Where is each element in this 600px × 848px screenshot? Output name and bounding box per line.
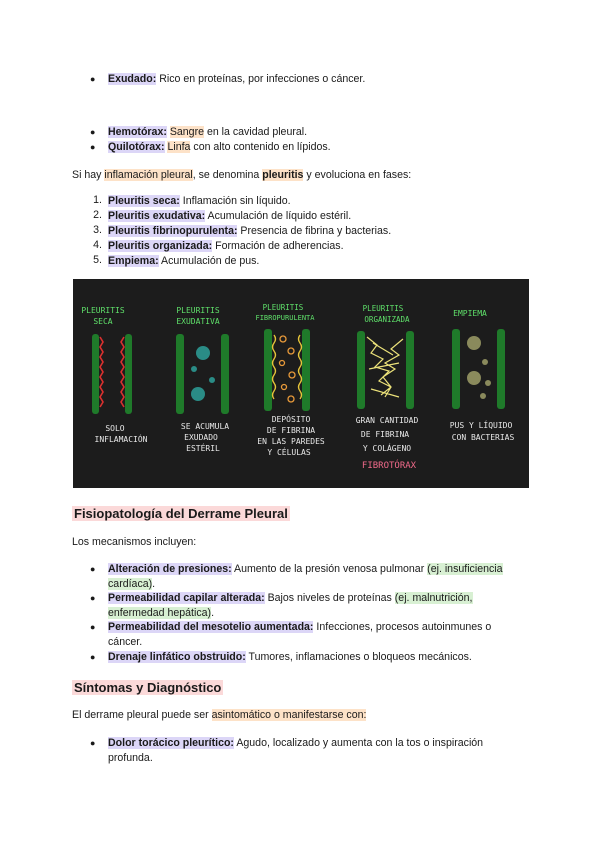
pleural-wall [125,334,132,414]
fibrotorax-label: FIBROTÓRAX [361,461,417,471]
panel-caption: GRAN CANTIDAD [355,416,419,425]
section-intro: El derrame pleural puede ser asintomático o manifestarse con: [72,709,367,721]
panel-title: EMPIEMA [453,309,487,318]
list-item-exudado: Exudado: Rico en proteínas, por infecciones o cáncer. [108,73,366,85]
panel-title: ORGANIZADA [364,315,410,324]
pleural-wall [264,329,272,411]
exudate-drop [196,346,210,360]
panel-caption: ESTÉRIL [186,444,220,453]
pleural-wall [357,331,365,409]
pleuritis-phases-illustration [73,279,529,488]
pus-drop [467,336,481,350]
phase-item: Empiema: Acumulación de pus. [108,255,260,267]
pus-drop [480,393,486,399]
bullet: ● [90,564,96,574]
panel-title: PLEURITIS [362,304,404,313]
list-number: 4. [93,239,102,251]
bullet: ● [90,738,96,748]
panel-caption: Y CÉLULAS [267,448,311,457]
panel-caption: EN LAS PAREDES [257,437,325,446]
mechanism-item: Drenaje linfático obstruido: Tumores, inflamaciones o bloqueos mecánicos. [108,651,472,663]
mechanism-item: Permeabilidad capilar alterada: Bajos niveles de proteínas (ej. malnutrición, enfermedad hepática). [108,592,473,619]
panel-caption: SOLO [105,424,125,433]
pleural-wall [302,329,310,411]
panel-title: EXUDATIVA [176,317,220,326]
phase-item: Pleuritis exudativa: Acumulación de líquido estéril. [108,210,352,222]
phase-item: Pleuritis organizada: Formación de adherencias. [108,240,344,252]
illustration-canvas [73,279,529,488]
list-number: 2. [93,209,102,221]
panel-caption: DE FIBRINA [266,426,316,435]
bullet: ● [90,652,96,662]
list-number: 5. [93,254,102,266]
pleuritis-sentence: Si hay inflamación pleural, se denomina pleuritis y evoluciona en fases: [72,169,412,181]
panel-title: PLEURITIS [262,303,304,312]
pleural-wall [92,334,99,414]
section-heading-sintomas: Síntomas y Diagnóstico [74,680,222,695]
exudate-drop [191,366,197,372]
bullet: ● [90,74,96,84]
exudate-drop [191,387,205,401]
symptom-item: Dolor torácico pleurítico: Agudo, localizado y aumenta con la tos o inspiración profunda. [108,737,484,764]
list-item-hemotorax: Hemotórax: Sangre en la cavidad pleural. [108,126,308,138]
panel-title: PLEURITIS [81,306,125,315]
list-number: 3. [93,224,102,236]
panel-caption: EXUDADO [184,433,218,442]
bullet: ● [90,593,96,603]
pleural-wall [176,334,184,414]
pus-drop [482,359,488,365]
exudate-drop [209,377,215,383]
mechanism-item: Alteración de presiones: Aumento de la presión venosa pulmonar (ej. insuficiencia cardíaca). [108,563,503,590]
pleural-wall [406,331,414,409]
pus-drop [485,380,491,386]
section-intro: Los mecanismos incluyen: [72,536,197,548]
panel-caption: DEPÓSITO [271,415,311,424]
panel-title: FIBROPURULENTA [255,314,315,322]
pus-drop [467,371,481,385]
phase-item: Pleuritis seca: Inflamación sin líquido. [108,195,291,207]
panel-caption: SE ACUMULA [180,422,230,431]
pleural-wall [221,334,229,414]
bullet: ● [90,142,96,152]
list-number: 1. [93,194,102,206]
panel-title: SECA [93,317,113,326]
pleural-wall [452,329,460,409]
panel-caption: Y COLÁGENO [362,444,412,453]
section-heading-fisiopatologia: Fisiopatología del Derrame Pleural [74,506,288,521]
mechanism-item: Permeabilidad del mesotelio aumentada: Infecciones, procesos autoinmunes o cáncer. [108,621,492,648]
panel-caption: PUS Y LÍQUIDO [449,421,513,430]
panel-caption: DE FIBRINA [360,430,410,439]
phase-item: Pleuritis fibrinopurulenta: Presencia de fibrina y bacterias. [108,225,392,237]
list-item-quilotorax: Quilotórax: Linfa con alto contenido en lípidos. [108,141,331,153]
panel-caption: CON BACTERIAS [451,433,515,442]
bullet: ● [90,127,96,137]
panel-title: PLEURITIS [176,306,220,315]
pleural-wall [497,329,505,409]
panel-caption: INFLAMACIÓN [94,435,148,444]
bullet: ● [90,622,96,632]
